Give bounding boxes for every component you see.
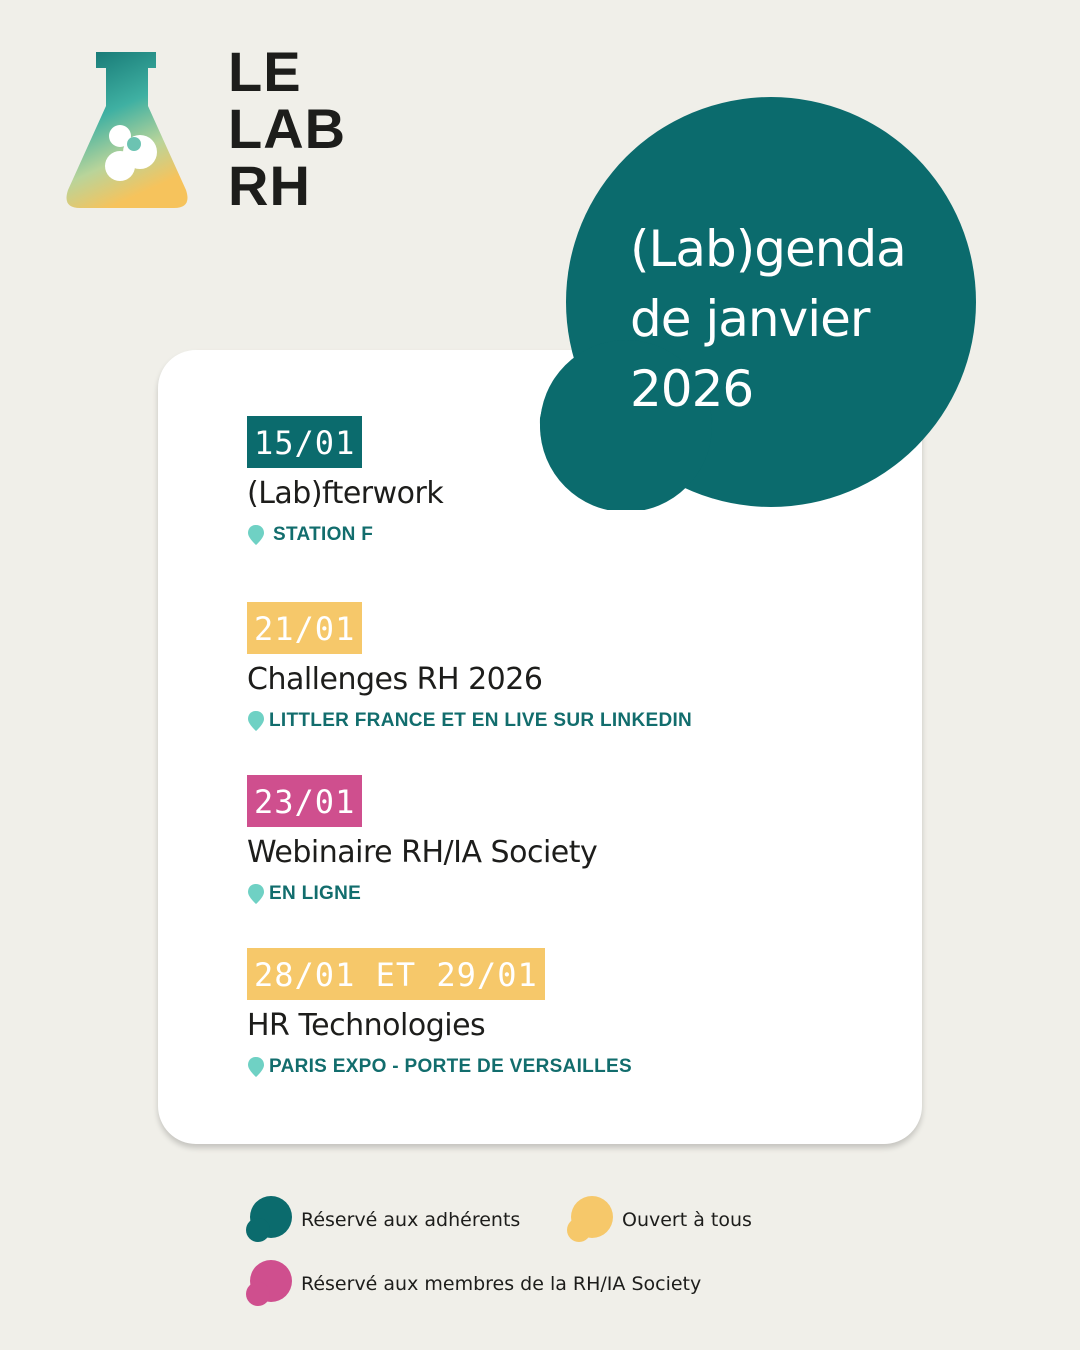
event-title: Challenges RH 2026 [247,662,543,697]
location-pin-icon [247,524,265,546]
location-pin-icon [247,883,265,905]
pink-bubble-icon [246,1260,294,1308]
date-badge: 28/01 ET 29/01 [247,948,545,1000]
location-label: STATION F [273,524,374,545]
event-title: (Lab)fterwork [247,476,444,511]
date-badge: 15/01 [247,416,362,468]
location-label: EN LIGNE [269,883,362,904]
event-item [247,948,632,1078]
legend-item-society [246,1260,701,1308]
logo-line: LE [228,40,302,103]
event-location [247,1056,632,1078]
yellow-bubble-icon [567,1196,615,1244]
legend-item-members [246,1196,520,1244]
date-badge: 23/01 [247,775,362,827]
event-location [247,883,597,905]
event-location [247,710,692,732]
event-item [247,416,443,546]
event-item [247,775,597,905]
flask-logo-icon [60,48,194,214]
location-label: PARIS EXPO - PORTE DE VERSAILLES [269,1056,632,1077]
legend-label: Ouvert à tous [622,1209,752,1231]
location-pin-icon [247,1056,265,1078]
event-location [247,524,443,546]
logo-line: RH [228,154,311,217]
legend-label: Réservé aux membres de la RH/IA Society [301,1273,702,1295]
agenda-title: (Lab)genda de janvier 2026 [630,220,906,418]
event-item [247,602,692,732]
location-pin-icon [247,710,265,732]
event-title: Webinaire RH/IA Society [247,835,598,870]
logo-wordmark [228,40,347,217]
teal-bubble-icon [246,1196,294,1244]
location-label: LITTLER FRANCE ET EN LIVE SUR LINKEDIN [269,710,693,731]
logo-line: LAB [228,97,347,160]
legend-item-open [567,1196,752,1244]
legend-label: Réservé aux adhérents [301,1209,521,1231]
event-title: HR Technologies [247,1008,486,1043]
date-badge: 21/01 [247,602,362,654]
